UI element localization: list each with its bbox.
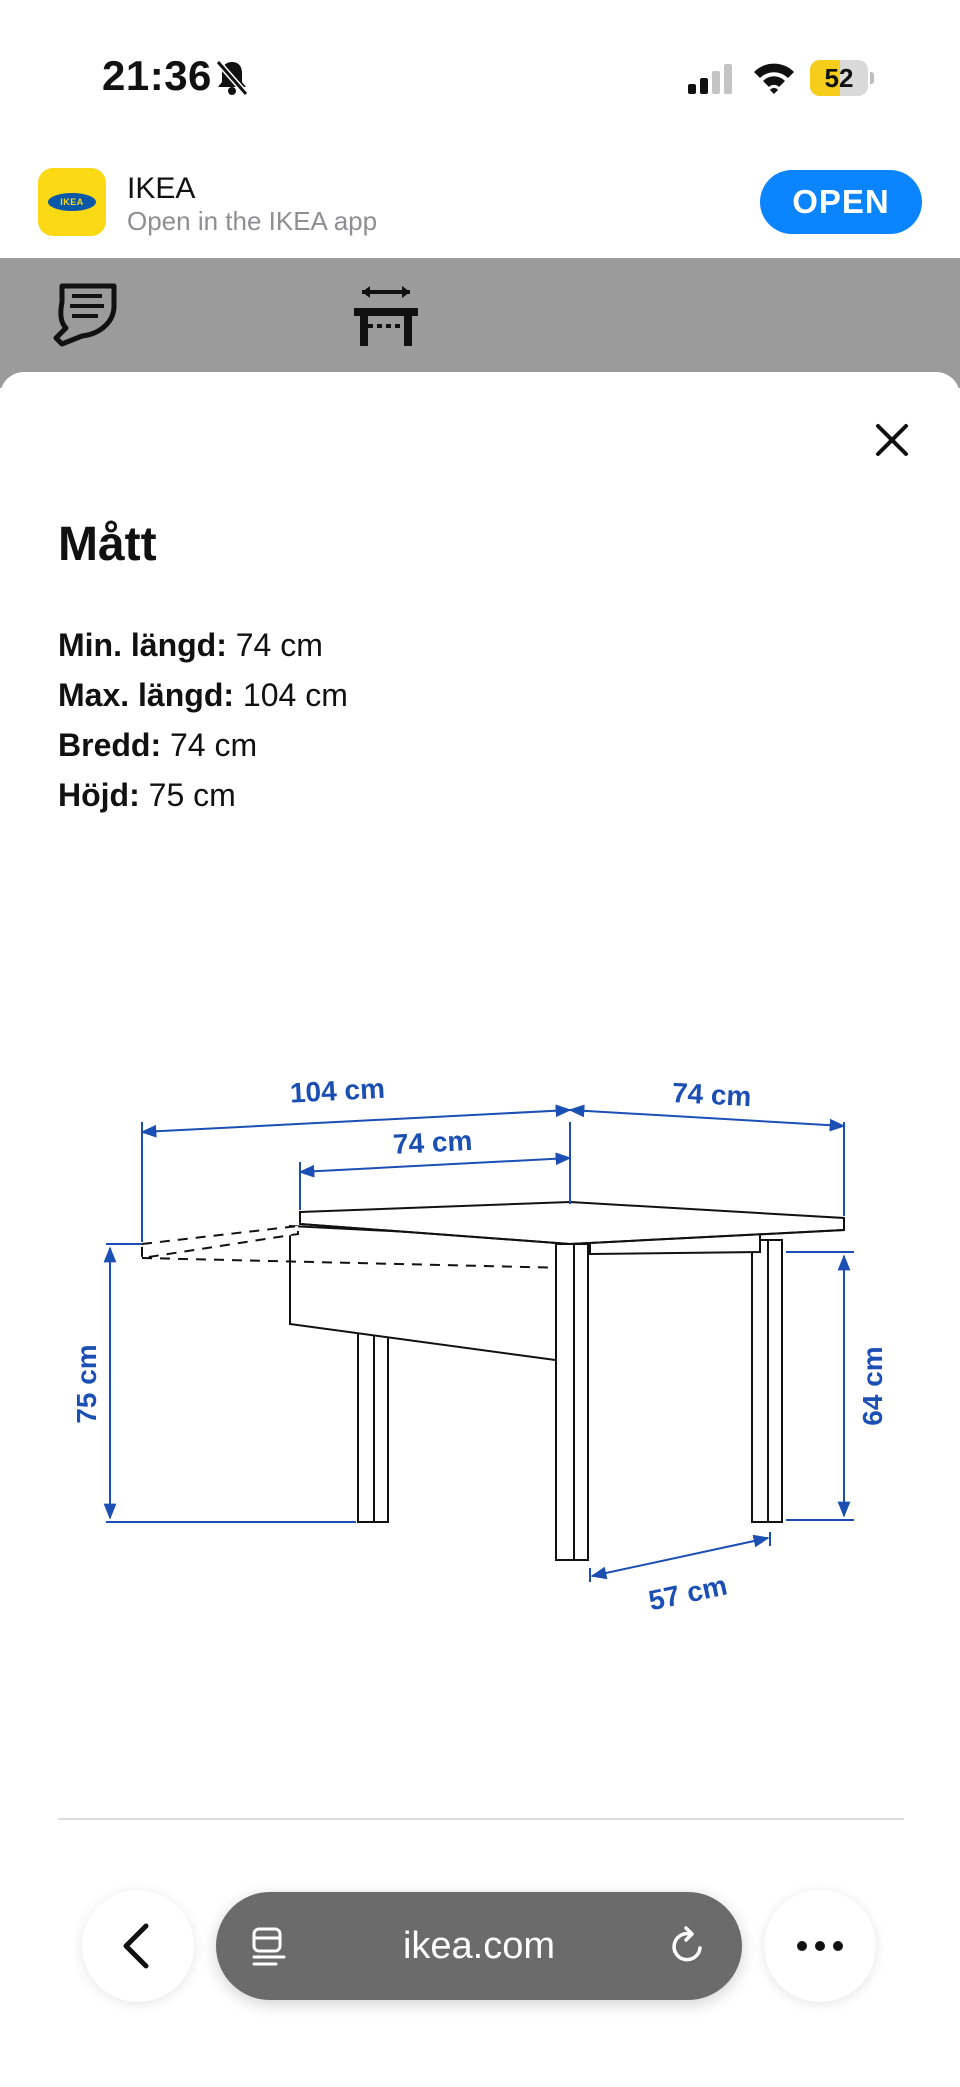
dimension-label: Max. längd:	[58, 677, 235, 713]
wifi-icon	[752, 60, 796, 94]
app-name: IKEA	[127, 172, 196, 205]
bell-slash-icon	[214, 58, 250, 98]
label-height: 75 cm	[71, 1344, 102, 1424]
smart-app-banner	[0, 150, 960, 258]
dimension-value: 104 cm	[242, 677, 348, 713]
ikea-app-logo	[38, 168, 106, 236]
dimension-width	[58, 720, 758, 770]
dimension-value: 74 cm	[170, 727, 258, 763]
ellipsis-icon	[764, 1890, 876, 2002]
address-bar[interactable]	[216, 1892, 742, 2000]
dimension-max-length	[58, 670, 758, 720]
browser-toolbar	[0, 1870, 960, 2087]
measurements-icon	[352, 284, 420, 352]
page-behind-overlay	[0, 258, 960, 388]
close-icon[interactable]	[870, 418, 914, 462]
reload-icon[interactable]	[668, 1926, 708, 1966]
dimension-value: 74 cm	[235, 627, 323, 663]
chevron-left-icon	[82, 1890, 194, 2002]
sheet-title: Mått	[58, 518, 157, 571]
app-subtitle: Open in the IKEA app	[127, 206, 378, 236]
label-width: 74 cm	[671, 1077, 753, 1113]
divider	[58, 1818, 904, 1820]
label-leg-height: 64 cm	[857, 1346, 888, 1426]
battery-percentage: 52	[824, 63, 854, 93]
status-time: 21:36	[102, 52, 212, 99]
dimension-min-length	[58, 620, 758, 670]
dimension-value: 75 cm	[148, 777, 236, 813]
back-button[interactable]	[82, 1890, 194, 2002]
material-care-icon	[52, 282, 120, 350]
dimension-label: Bredd:	[58, 727, 162, 763]
ikea-logo-text: IKEA	[48, 193, 96, 211]
open-app-button[interactable]: OPEN	[760, 170, 922, 234]
more-options-button[interactable]	[764, 1890, 876, 2002]
table-drawing	[142, 1202, 844, 1560]
status-bar	[0, 0, 960, 150]
measurements-sheet	[0, 372, 960, 2087]
dimension-label: Höjd:	[58, 777, 140, 813]
label-max-length: 104 cm	[289, 1072, 386, 1109]
dimension-height	[58, 770, 758, 820]
table-dimension-illustration	[70, 972, 890, 1632]
cellular-signal-icon	[688, 64, 736, 94]
battery-indicator	[810, 60, 874, 96]
url-text: ikea.com	[402, 1925, 556, 1967]
dimension-list	[58, 620, 758, 820]
label-min-length: 74 cm	[392, 1124, 474, 1160]
label-depth: 57 cm	[645, 1569, 730, 1617]
dimension-label: Min. längd:	[58, 627, 227, 663]
